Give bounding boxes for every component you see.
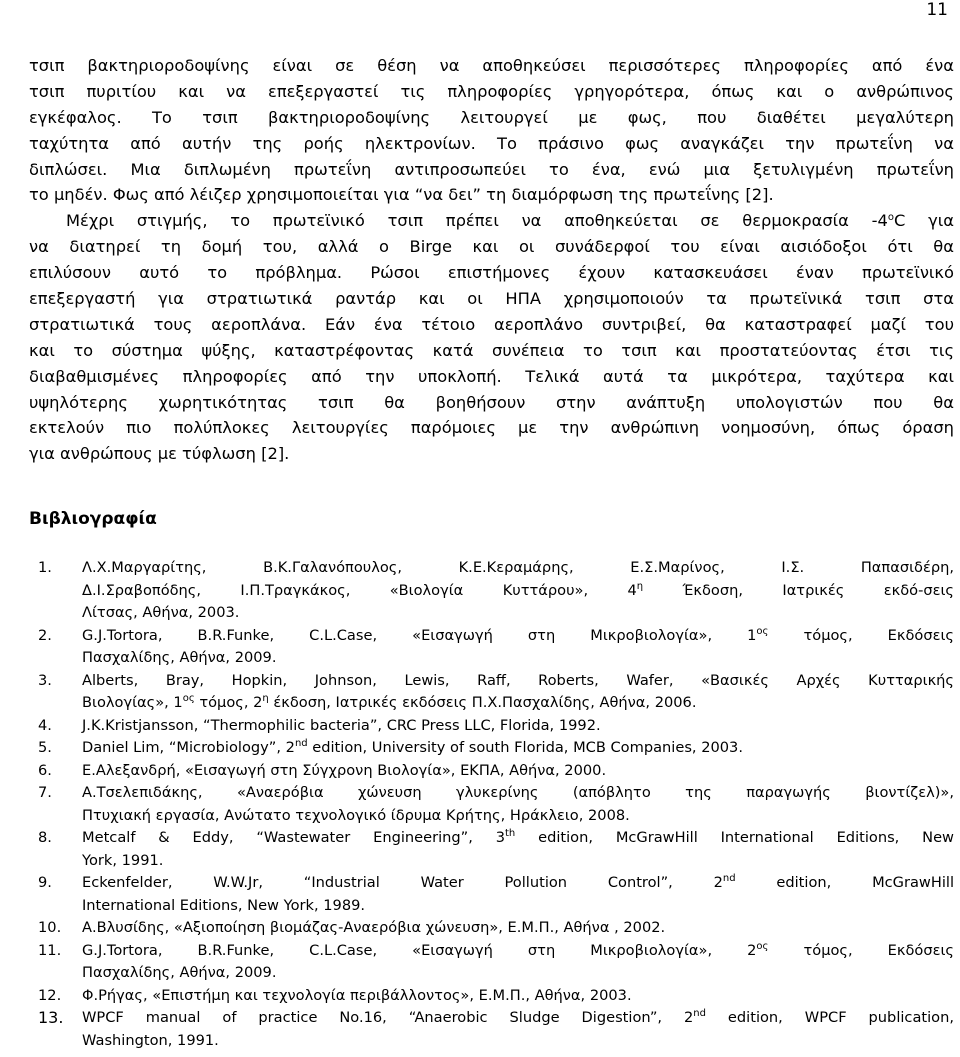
bibliography-heading: Βιβλιογραφία bbox=[29, 509, 157, 529]
text-segment bbox=[82, 829, 954, 846]
reference-line: Washington, 1991. bbox=[82, 1031, 219, 1049]
text-segment: edition, University of south Florida, MCB Companies, 2003. bbox=[307, 739, 743, 756]
reference-line: International Editions, New York, 1989. bbox=[82, 896, 366, 914]
reference-line: York, 1991. bbox=[82, 851, 164, 869]
text-line bbox=[29, 208, 954, 234]
reference-line bbox=[82, 625, 954, 648]
text-segment: G.J.Tortora, B.R.Funke, C.L.Case, «Εισαγωγή στη Μικροβιολογία», 2 bbox=[82, 941, 757, 959]
text-segment: έκδοση, Ιατρικές εκδόσεις Π.Χ.Πασχαλίδης, Αθήνα, 2006. bbox=[268, 694, 697, 711]
superscript: η bbox=[636, 580, 644, 592]
reference-number: 11. bbox=[38, 941, 62, 959]
reference-line: Ε.Αλεξανδρή, «Εισαγωγή στη Σύγχρονη Βιολογία», ΕΚΠΑ, Αθήνα, 2000. bbox=[82, 761, 607, 779]
reference-item bbox=[0, 985, 960, 1008]
superscript: o bbox=[887, 212, 894, 224]
text-line: το μηδέν. Φως από λέιζερ χρησιμοποιείται για “να δει” τη διαμόρφωση της πρωτεΐνης [2]. bbox=[29, 185, 774, 205]
text-line: τσιπ πυριτίου και να επεξεργαστεί τις πληροφορίες γρηγορότερα, όπως και ο ανθρώπινος bbox=[29, 81, 954, 101]
reference-item bbox=[0, 670, 960, 715]
text-segment: Eckenfelder, W.W.Jr, “Industrial Water Pollution Control”, 2 bbox=[82, 874, 723, 891]
text-line: επιλύσουν αυτό το πρόβλημα. Ρώσοι επιστήμονες έχουν κατασκευάσει έναν πρωτεϊνικό bbox=[29, 263, 954, 283]
reference-number: 12. bbox=[38, 986, 62, 1004]
reference-item bbox=[0, 917, 960, 940]
reference-number: 8. bbox=[38, 829, 52, 846]
reference-item bbox=[0, 827, 960, 872]
text-segment: Βιολογίας», 1 bbox=[82, 694, 183, 711]
text-line: στρατιωτικά τους αεροπλάνα. Εάν ένα τέτοιο αεροπλάνο συντριβεί, θα καταστραφεί μαζί του bbox=[29, 314, 954, 334]
text-segment bbox=[82, 627, 954, 644]
reference-item bbox=[0, 625, 960, 670]
reference-line: Πτυχιακή εργασία, Ανώτατο τεχνολογικό ίδρυμα Κρήτης, Ηράκλειο, 2008. bbox=[82, 806, 630, 824]
reference-number: 4. bbox=[38, 716, 52, 734]
text-segment bbox=[82, 874, 954, 891]
reference-list bbox=[0, 557, 960, 1052]
reference-line bbox=[82, 940, 954, 963]
superscript: nd bbox=[693, 1008, 706, 1019]
reference-line: Α.Βλυσίδης, «Αξιοποίηση βιομάζας-Αναερόβια χώνευση», Ε.Μ.Π., Αθήνα , 2002. bbox=[82, 919, 666, 936]
superscript: η bbox=[262, 693, 269, 704]
reference-item bbox=[0, 940, 960, 985]
text-segment bbox=[82, 1009, 954, 1026]
text-segment: Daniel Lim, “Microbiology”, 2 bbox=[82, 739, 295, 756]
reference-line: Α.Τσελεπιδάκης, «Αναερόβια χώνευση γλυκερίνης (απόβλητο της παραγωγής βιοντίζελ)», bbox=[82, 784, 954, 801]
reference-line: Alberts, Bray, Hopkin, Johnson, Lewis, Raff, Roberts, Wafer, «Βασικές Αρχές Κυτταρικής bbox=[82, 671, 954, 689]
superscript: nd bbox=[722, 873, 736, 884]
text-line: εκτελούν πιο πολύπλοκες λειτουργίες παρόμοιες με την ανθρώπινη νοημοσύνη, όπως όραση bbox=[29, 418, 954, 438]
text-segment bbox=[82, 942, 954, 959]
reference-line: Λίτσας, Αθήνα, 2003. bbox=[82, 604, 240, 621]
reference-item bbox=[0, 872, 960, 917]
reference-line bbox=[82, 827, 954, 850]
superscript: th bbox=[504, 828, 516, 839]
text-segment: Metcalf & Eddy, “Wastewater Engineering”, 3 bbox=[82, 829, 505, 846]
reference-line bbox=[82, 580, 954, 603]
reference-line: J.K.Kristjansson, “Thermophilic bacteria”, CRC Press LLC, Florida, 1992. bbox=[82, 716, 601, 734]
reference-item bbox=[0, 557, 960, 625]
text-line: εγκέφαλος. Το τσιπ βακτηριοροδοψίνης λειτουργεί με φως, που διαθέτει μεγαλύτερη bbox=[29, 107, 954, 127]
text-segment: τόμος, Εκδόσεις bbox=[768, 941, 954, 959]
reference-number: 5. bbox=[38, 739, 52, 756]
text-segment: Έκδοση, Ιατρικές εκδό-σεις bbox=[643, 581, 954, 599]
text-line: να διατηρεί τη δομή του, αλλά ο Birge και οι συνάδερφοί του είναι αισιόδοξοι ότι θα bbox=[29, 237, 954, 257]
reference-item bbox=[0, 737, 960, 760]
page-number: 11 bbox=[926, 0, 948, 20]
reference-number: 1. bbox=[38, 559, 52, 576]
reference-item bbox=[0, 782, 960, 827]
reference-line bbox=[82, 737, 954, 760]
reference-number: 6. bbox=[38, 761, 52, 779]
reference-line: Πασχαλίδης, Αθήνα, 2009. bbox=[82, 964, 277, 981]
text-segment: τόμος, Εκδόσεις bbox=[768, 626, 954, 644]
text-segment: edition, McGrawHill bbox=[735, 874, 955, 891]
reference-line: Φ.Ρήγας, «Επιστήμη και τεχνολογία περιβάλλοντος», Ε.Μ.Π., Αθήνα, 2003. bbox=[82, 986, 632, 1004]
reference-number: 3. bbox=[38, 671, 52, 689]
text-segment: edition, McGrawHill International Editions, New bbox=[515, 829, 954, 846]
reference-number: 13. bbox=[38, 1008, 64, 1027]
text-line: τσιπ βακτηριοροδοψίνης είναι σε θέση να αποθηκεύσει περισσότερες πληροφορίες από ένα bbox=[29, 56, 954, 75]
text-line: διαβαθμισμένες πληροφορίες από την υποκλοπή. Τελικά αυτά τα μικρότερα, ταχύτερα και bbox=[29, 366, 954, 386]
text-segment: τόμος, 2 bbox=[194, 694, 263, 711]
text-segment: Μέχρι στιγμής, το πρωτεϊνικό τσιπ πρέπει να αποθηκεύεται σε θερμοκρασία -4 bbox=[66, 211, 888, 231]
reference-item bbox=[0, 760, 960, 783]
reference-line bbox=[82, 692, 954, 715]
text-segment bbox=[82, 582, 954, 599]
text-segment: WPCF manual of practice No.16, “Anaerobic Sludge Digestion”, 2 bbox=[82, 1009, 694, 1026]
text-segment: Δ.Ι.Σραβοπόδης, Ι.Π.Τραγκάκος, «Βιολογία Κυττάρου», 4 bbox=[82, 581, 637, 599]
reference-number: 7. bbox=[38, 784, 52, 801]
reference-line: Πασχαλίδης, Αθήνα, 2009. bbox=[82, 649, 277, 666]
reference-item bbox=[0, 715, 960, 738]
reference-number: 10. bbox=[38, 919, 62, 936]
text-segment: G.J.Tortora, B.R.Funke, C.L.Case, «Εισαγωγή στη Μικροβιολογία», 1 bbox=[82, 626, 757, 644]
text-line: για ανθρώπους με τύφλωση [2]. bbox=[29, 444, 290, 464]
text-segment: edition, WPCF publication, bbox=[705, 1009, 954, 1026]
reference-item bbox=[0, 1007, 960, 1052]
superscript: ος bbox=[182, 693, 195, 704]
superscript: nd bbox=[294, 738, 308, 749]
text-segment: C για bbox=[894, 211, 954, 231]
text-line: και το σύστημα ψύξης, καταστρέφοντας κατά συνέπεια το τσιπ και προστατεύοντας έτσι τις bbox=[29, 340, 954, 360]
reference-line bbox=[82, 872, 954, 895]
superscript: ος bbox=[756, 625, 769, 637]
body-paragraph bbox=[29, 53, 954, 467]
reference-line bbox=[82, 1007, 954, 1030]
text-line: επεξεργαστή για στρατιωτικά ραντάρ και οι ΗΠΑ χρησιμοποιούν τα πρωτεϊνικά τσιπ στα bbox=[29, 289, 954, 309]
text-line: υψηλότερης χωρητικότητας τσιπ θα βοηθήσουν στην ανάπτυξη υπολογιστών που θα bbox=[29, 392, 954, 412]
reference-line: Λ.Χ.Μαργαρίτης, Β.Κ.Γαλανόπουλος, Κ.Ε.Κεραμάρης, Ε.Σ.Μαρίνος, Ι.Σ. Παπασιδέρη, bbox=[82, 559, 954, 576]
reference-number: 2. bbox=[38, 626, 52, 644]
text-line: διπλώσει. Μια διπλωμένη πρωτεΐνη αντιπροσωπεύει το ένα, ενώ μια ξετυλιγμένη πρωτεΐνη bbox=[29, 159, 954, 179]
reference-number: 9. bbox=[38, 874, 52, 891]
text-line: ταχύτητα από αυτήν της ροής ηλεκτρονίων. Το πράσινο φως αναγκάζει την πρωτεΐνη να bbox=[29, 133, 954, 153]
superscript: ος bbox=[756, 940, 769, 952]
